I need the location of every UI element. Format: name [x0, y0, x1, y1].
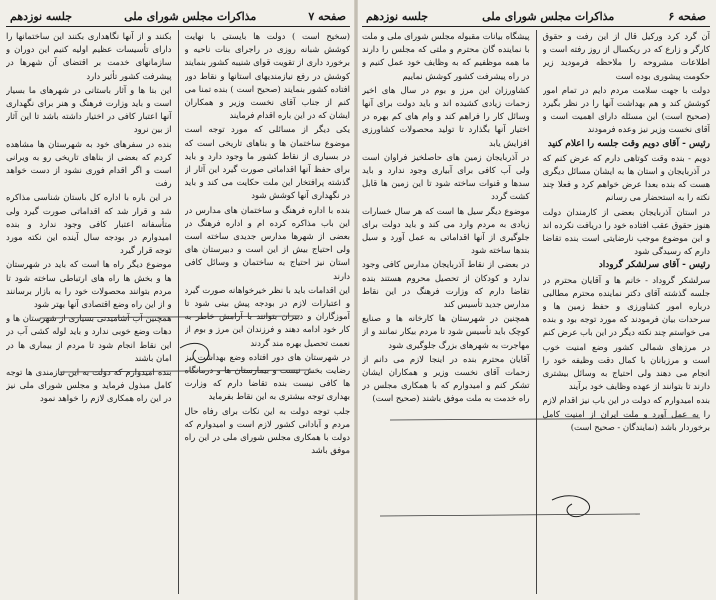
- paragraph: این اقدامات باید با نظر خیرخواهانه صورت گیرد و اعتبارات لازم در بودجه پیش بینی شود تا آموزگاران و دبیران بتوانند با آرامش خاطر به کار خود ادامه دهند و فرزندان این مرز و بوم از نعمت تحصیل بهره مند گردند: [184, 284, 350, 348]
- paragraph: بنده امیدوارم که دولت به این نیازمندی ها توجه کامل مبذول فرماید و مجلس شورای ملی نیز در این راه همکاری لازم را خواهد نمود: [6, 367, 172, 404]
- book-gutter: [354, 0, 358, 600]
- paragraph: (سخیح است ) دولت ها بایستی با نهایت کوشش شبانه روزی در راجرای بنات ناحیه و برخورد داری از تقویت قوای شنیبه کشور بنمایند کوشش در رفع نیازمندیهای استانها و نقاط دور افتاده کشور بنمایند (صحیح است ) بنده تمنا می کنم از جناب آقای نخست وزیر و همکاران ایشان که در این باره اقدام فرمایند: [184, 31, 350, 121]
- session-label: جلسه نوزدهم: [10, 10, 73, 23]
- text-column-left: [6, 30, 172, 594]
- paragraph: بنده در سفرهای خود به شهرستان ها مشاهده کردم که بعضی از بناهای تاریخی رو به ویرانی است و اگر اقدام فوری نشود از دست خواهد رفت: [6, 138, 172, 189]
- paragraph: در بعضی از نقاط آذربایجان مدارس کافی وجود ندارد و کودکان از تحصیل محروم هستند بنده تقاضا دارم که وزارت فرهنگ در این نقاط مدارس جدید تأسیس کند: [362, 259, 530, 310]
- paragraph: موضوع دیگر سیل ها است که هر سال خسارات زیادی به مردم وارد می کند و باید دولت برای جلوگیری از آنها اقداماتی به عمل آورد و سیل بندها ساخته شود: [362, 205, 530, 256]
- speaker-line: رئیس - آقای دویم وقت جلسه را اعلام کنید: [547, 138, 710, 149]
- page-6: [362, 8, 710, 594]
- page-title: مذاکرات مجلس شورای ملی: [124, 10, 257, 23]
- page-title: مذاکرات مجلس شورای ملی: [482, 10, 615, 23]
- paragraph: در این باره با اداره کل باستان شناسی مذاکره شد و قرار شد که اقداماتی صورت گیرد ولی متأسفانه اعتبار کافی وجود ندارد و بنده امیدوارم در بودجه سال آینده این نکته مورد توجه قرار گیرد: [6, 192, 172, 256]
- paragraph: دویم - بنده وقت کوتاهی دارم که عرض کنم که در آذربایجان و استان ها به ایشان مسائل دیگری هست که بنده بعدا عرض خواهم کرد و فعلا چند نکته را به استحضار می رسانم: [542, 152, 710, 203]
- paragraph: یکی دیگر از مسائلی که مورد توجه است موضوع ساختمان ها و بناهای تاریخی است که در بسیاری از نقاط کشور ما وجود دارد و باید برای حفظ آنها اقداماتی صورت گیرد این آثار از گذشته پرافتخار این ملت حکایت می کند و باید در نگهداری آنها کوشش شود: [184, 124, 350, 201]
- paragraph: این بنا ها و آثار باستانی در شهرهای ما بسیار است و باید وزارت فرهنگ و هنر برای نگهداری آنها اعتبار کافی در اختیار داشته باشد تا این آثار از بین نرود: [6, 84, 172, 135]
- paragraph: جلب توجه دولت به این نکات برای رفاه حال مردم و آبادانی کشور لازم است و امیدوارم که دولت با همکاری مجلس شورای ملی در این راه موفق باشد: [184, 405, 350, 456]
- paragraph: موضوع دیگر راه ها است که باید در شهرستان ها و بخش ها راه های ارتباطی ساخته شود تا مردم بتوانند محصولات خود را به بازار برسانند و از این راه وضع اقتصادی آنها بهتر شود: [6, 259, 172, 310]
- paragraph: بنده امیدوارم که دولت در این باب نیز اقدام لازم را به عمل آورد و ملت ایران از امنیت کامل برخوردار باشد (نمایندگان - صحیح است): [542, 395, 710, 432]
- paragraph: در استان آذربایجان بعضی از کارمندان دولت هنوز حقوق عقب افتاده خود را دریافت نکرده اند و این موضوع موجب نارضایتی است بنده تقاضا دارم که رسیدگی شود: [542, 206, 710, 257]
- paragraph: سرلشکر گروداد - خانم ها و آقایان محترم در جلسه گذشته آقای دکتر نماینده محترم مطالبی درباره امور کشاورزی و حفظ زمین ها و سرحدات بیان فرمودند که مورد توجه بود و بنده می خواستم چند نکته دیگر در این باب عرض کنم: [542, 274, 710, 338]
- text-column-right: [185, 30, 351, 594]
- paragraph: در مرزهای شمالی کشور وضع امنیت خوب است و مرزبانان با کمال دقت وظیفه خود را انجام می دهند ولی احتیاج به وسائل بیشتری دارند تا بتوانند از عهده وظایف خود برآیند: [542, 341, 710, 392]
- paragraph: کشاورزان این مرز و بوم در سال های اخیر زحمات زیادی کشیده اند و باید دولت برای آنها وسائل کار را فراهم کند و وام های کم بهره در اختیار آنها بگذارد تا تولید محصولات کشاورزی افزایش یابد: [362, 84, 530, 148]
- paragraph: همچنین آب آشامیدنی بسیاری از شهرستان ها و دهات وضع خوبی ندارد و باید لوله کشی آب در این نقاط انجام شود تا مردم از بیماری ها در امان باشند: [6, 313, 172, 363]
- page-header: [362, 8, 710, 27]
- session-label: جلسه نوزدهم: [366, 10, 429, 23]
- text-column-left: [362, 30, 530, 594]
- speaker-line: رئیس - آقای سرلشکر گروداد: [598, 260, 710, 271]
- page-number: صفحه ۶: [668, 10, 706, 23]
- paragraph: در آذربایجان زمین های حاصلخیز فراوان است ولی آب کافی برای آبیاری وجود ندارد و باید سدها و قنوات ساخته شود تا این زمین ها قابل کشت گردد: [362, 151, 530, 202]
- paragraph: پیشگاه بیانات مقبوله مجلس شورای ملی و ملت با نماینده گان محترم و ملتی که مجلس را دارند ما همه موظفیم که به وظایف خود عمل کنیم و در راه پیشرفت کشور کوشش نماییم: [362, 31, 530, 81]
- paragraph: بنده با اداره فرهنگ و ساختمان های مدارس در این باب مذاکره کرده ام و اداره فرهنگ در بعضی از شهرها مدارس جدیدی ساخته است ولی احتیاج بیش از این است و دبیرستان های استان نیز احتیاج به ساختمان و وسائل کافی دارند: [184, 204, 350, 281]
- paragraph: بکنند و از آنها نگاهداری بکنند این ساختمانها را دارای تأسیسات عظیم اولیه کنیم این دوران و سازمانهای خدمت بر اقتضای آن شهرها در پیشرفت کشور تأثیر دارد: [6, 31, 172, 81]
- page-7: [6, 8, 350, 594]
- column-divider: [178, 30, 179, 594]
- paragraph: دولت با جهت سلامت مردم دایم در تمام امور کوشش کند و هم بهداشت آنها را در نظر بگیرد (صحیح است) این مسئله دارای اهمیت است و آقای نخست وزیر نیز وعده فرمودند: [542, 84, 710, 135]
- paragraph: آن گرد کرد ورکیل قال از این رفت و حقوق کارگر و زارع که در ریکسال از روز رفته است و اطلاعات مشروحه را ملاحظه فرمودید زیر حکومت پیشوری بوده است: [542, 31, 710, 81]
- paragraph: همچنین در شهرستان ها کارخانه ها و صنایع کوچک باید تأسیس شود تا مردم بیکار نمانند و از مهاجرت به شهرهای بزرگ جلوگیری شود: [362, 313, 530, 350]
- text-column-right: [543, 30, 711, 594]
- paragraph: آقایان محترم بنده در اینجا لازم می دانم از زحمات آقای نخست وزیر و همکاران ایشان تشکر کنم و امیدوارم که با همکاری مجلس در راه خدمت به ملت موفق باشند (صحیح است): [362, 353, 530, 404]
- page-number: صفحه ۷: [308, 10, 346, 23]
- paragraph: در شهرستان های دور افتاده وضع بهداشت نیز رضایت بخش نیست و بیمارستان ها و درمانگاه ها کافی نیست بنده تقاضا دارم که وزارت بهداری توجه بیشتری به این نقاط بفرماید: [184, 351, 350, 402]
- page-header: [6, 8, 350, 27]
- column-divider: [536, 30, 537, 594]
